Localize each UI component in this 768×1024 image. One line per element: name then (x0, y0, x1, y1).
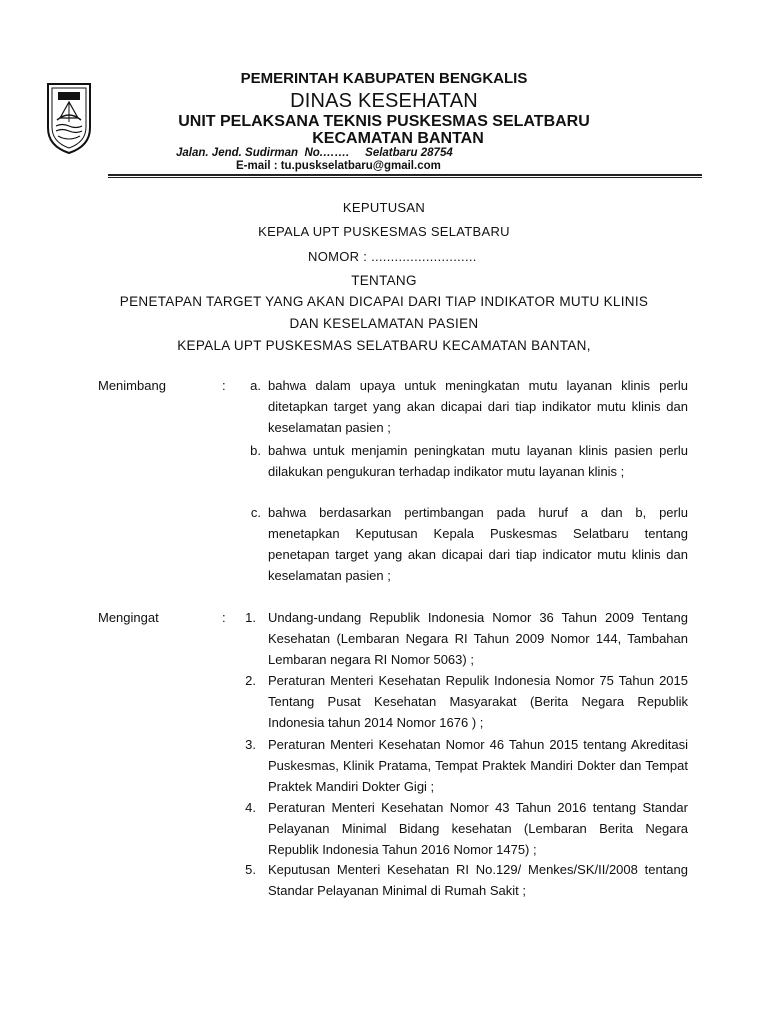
letterhead-rule-thin (108, 177, 702, 178)
mengingat-marker-5: 5. (245, 862, 256, 877)
letterhead-district: KECAMATAN BANTAN (312, 130, 484, 147)
menimbang-item-b: bahwa untuk menjamin peningkatan mutu layanan klinis pasien perlu dilakukan pengukuran terhadap indikator mutu layanan klinis ; (268, 443, 688, 479)
decree-heading: KEPUTUSAN (342, 200, 426, 215)
menimbang-marker-c: c. (250, 505, 261, 520)
mengingat-marker-1: 1. (245, 610, 256, 625)
menimbang-item-a: bahwa dalam upaya untuk meningkatan mutu layanan klinis perlu ditetapkan target yang akan dicapai dari tiap indikator mutu klinis dan keselamatan pasien ; (268, 378, 688, 435)
mengingat-marker-4: 4. (245, 800, 256, 815)
decree-issuer-heading: KEPALA UPT PUSKESMAS SELATBARU (258, 224, 510, 239)
mengingat-marker-3: 3. (245, 737, 256, 752)
mengingat-item-4: Peraturan Menteri Kesehatan Nomor 43 Tahun 2016 tentang Standar Pelayanan Minimal Bidang kesehatan (Lembaran Berita Negara Republik Indonesia Tahun 2016 Nomor 1475) ; (268, 800, 688, 857)
letterhead-government: PEMERINTAH KABUPATEN BENGKALIS (240, 70, 528, 87)
decree-tentang: TENTANG (351, 273, 417, 288)
letterhead-address: Jalan. Jend. Sudirman No.……. Selatbaru 28754 (176, 147, 453, 159)
letterhead-unit: UNIT PELAKSANA TEKNIS PUSKESMAS SELATBARU (178, 113, 590, 130)
decree-subject-line2: DAN KESELAMATAN PASIEN (289, 316, 479, 331)
mengingat-item-1: Undang-undang Republik Indonesia Nomor 36 Tahun 2009 Tentang Kesehatan (Lembaran Negara RI Tahun 2009 Nomor 144, Tambahan Lembaran negara RI Nomor 5063) ; (268, 610, 688, 667)
menimbang-colon: : (222, 378, 226, 393)
mengingat-marker-2: 2. (245, 673, 256, 688)
letterhead-rule-thick (108, 174, 702, 176)
menimbang-marker-a: a. (250, 378, 261, 393)
mengingat-item-2: Peraturan Menteri Kesehatan Repulik Indonesia Nomor 75 Tahun 2015 Tentang Pusat Kesehatan Masyarakat (Berita Negara Republik Indonesia tahun 2014 Nomor 1676 ) ; (268, 673, 688, 730)
mengingat-item-5: Keputusan Menteri Kesehatan RI No.129/ Menkes/SK/II/2008 tentang Standar Pelayanan Minimal di Rumah Sakit ; (268, 862, 688, 898)
menimbang-marker-b: b. (250, 443, 261, 458)
menimbang-label: Menimbang (98, 378, 166, 393)
letterhead-department: DINAS KESEHATAN (290, 90, 478, 112)
mengingat-colon: : (222, 610, 226, 625)
letterhead-email: E-mail : tu.puskselatbaru@gmail.com (236, 160, 441, 172)
menimbang-item-c: bahwa berdasarkan pertimbangan pada huruf a dan b, perlu menetapkan Keputusan Kepala Puskesmas Selatbaru tentang penetapan target yang akan dicapai dari tiap indicator mutu klinis dan keselamatan pasien ; (268, 505, 688, 583)
decree-issuer: KEPALA UPT PUSKESMAS SELATBARU KECAMATAN BANTAN, (177, 338, 591, 353)
mengingat-label: Mengingat (98, 610, 159, 625)
decree-number: NOMOR : ........................... (308, 249, 477, 264)
decree-subject-line1: PENETAPAN TARGET YANG AKAN DICAPAI DARI TIAP INDIKATOR MUTU KLINIS (119, 294, 649, 309)
mengingat-item-3: Peraturan Menteri Kesehatan Nomor 46 Tahun 2015 tentang Akreditasi Puskesmas, Klinik Pratama, Tempat Praktek Mandiri Dokter dan Tempat Praktek Mandiri Dokter Gigi ; (268, 737, 688, 794)
